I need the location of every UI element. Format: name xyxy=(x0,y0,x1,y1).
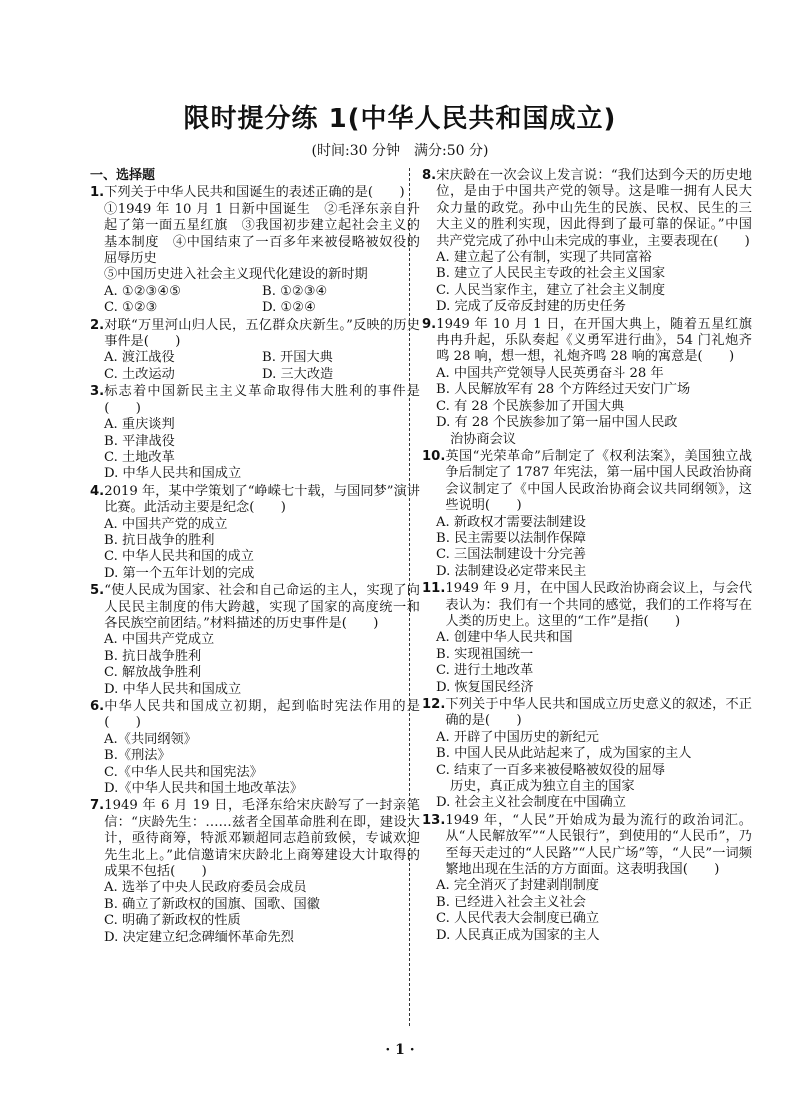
question-3 xyxy=(90,384,420,482)
option-b: B.《刑法》 xyxy=(104,748,171,764)
page-title: 限时提分练 1(中华人民共和国成立) xyxy=(183,104,617,134)
option-a: A. 开辟了中国历史的新纪元 xyxy=(436,729,599,745)
option-b: B. 民主需要以法制作保障 xyxy=(436,530,586,546)
option-c: C. ①②③ xyxy=(104,300,158,316)
question-statements: ①1949 年 10 月 1 日新中国诞生 ②毛泽东亲自升起了第一面五星红旗 ③我国初步建立起社会主义的基本制度 ④中国结束了一百多年来被侵略被奴役的屈辱历史 xyxy=(104,201,420,267)
option-a: A. 选举了中央人民政府委员会成员 xyxy=(104,880,307,896)
option-d: D. 人民真正成为国家的主人 xyxy=(436,927,600,943)
option-a: A. 新政权才需要法制建设 xyxy=(436,514,586,530)
question-number: 6. xyxy=(90,699,105,714)
option-c: C. 土地改革 xyxy=(104,449,175,465)
option-c-continued: 历史，真正成为独立自主的国家 xyxy=(450,779,635,795)
option-d: D. 中华人民共和国成立 xyxy=(104,466,242,482)
question-stem: 下列关于中华人民共和国诞生的表述正确的是( ) xyxy=(104,185,405,201)
question-10 xyxy=(422,449,752,580)
page-subtitle: (时间:30 分钟 满分:50 分) xyxy=(311,143,489,159)
option-b: B. 平津战役 xyxy=(104,433,175,449)
question-8 xyxy=(422,168,752,316)
option-d: D. 中华人民共和国成立 xyxy=(104,681,242,697)
option-a: A. 重庆谈判 xyxy=(104,417,175,433)
option-d: D. 恢复国民经济 xyxy=(436,679,534,695)
question-number: 2. xyxy=(90,317,105,333)
question-number: 13. xyxy=(422,812,446,828)
option-d: D. 第一个五年计划的完成 xyxy=(104,565,255,581)
option-d: D. 完成了反帝反封建的历史任务 xyxy=(436,299,626,315)
option-a: A. 中国共产党成立 xyxy=(104,632,215,648)
option-d: D. 决定建立纪念碑缅怀革命先烈 xyxy=(104,929,294,945)
option-a: A. 创建中华人民共和国 xyxy=(436,630,573,646)
question-6 xyxy=(90,699,420,797)
question-number: 1. xyxy=(90,185,105,201)
question-stem: 1949 年，“人民”开始成为最为流行的政治词汇。从“人民解放军”“人民银行”，到使用的“人民币”，乃至每天走过的“人民路”“人民广场”等，“人民”一词频繁地出现在生活的方方面面。这表明我国( ) xyxy=(445,812,752,878)
page-number: · 1 · xyxy=(385,1042,415,1058)
option-a: A. ①②③④⑤ xyxy=(104,283,182,299)
column-divider xyxy=(409,168,410,1026)
option-b: B. 确立了新政权的国旗、国歌、国徽 xyxy=(104,896,320,912)
option-c: C. 三国法制建设十分完善 xyxy=(436,547,586,563)
option-b: B. 建立了人民民主专政的社会主义国家 xyxy=(436,266,666,282)
question-stem: 标志着中国新民主主义革命取得伟大胜利的事件是( ) xyxy=(104,384,420,416)
option-b: B. 实现祖国统一 xyxy=(436,646,534,662)
question-4 xyxy=(90,484,420,582)
option-b: B. 中国人民从此站起来了，成为国家的主人 xyxy=(436,746,692,762)
option-d-continued: 治协商会议 xyxy=(450,431,516,447)
option-d: D. 三大改造 xyxy=(262,366,334,382)
section-heading: 一、选择题 xyxy=(90,168,156,183)
option-c: C. 中华人民共和国的成立 xyxy=(104,549,254,565)
question-number: 3. xyxy=(90,384,105,400)
option-d: D.《中华人民共和国土地改革法》 xyxy=(104,781,303,797)
option-b: B. 已经进入社会主义社会 xyxy=(436,894,586,910)
option-b: B. 抗日战争胜利 xyxy=(104,648,202,664)
option-b: B. 人民解放军有 28 个方阵经过天安门广场 xyxy=(436,382,691,398)
question-7 xyxy=(90,798,420,946)
question-1 xyxy=(90,185,420,316)
question-stem: 1949 年 6 月 19 日，毛泽东给宋庆龄写了一封亲笔信：“庆龄先生：……兹者全国革命胜利在即，建设大计，亟待商筹，特派邓颖超同志趋前致候，专诚欢迎先生北上。”此信邀请宋庆龄北上商筹建设大计取得的成果不包括( ) xyxy=(104,798,420,880)
option-c: C. 结束了一百多来被侵略被奴役的屈辱 xyxy=(436,762,666,778)
question-13 xyxy=(422,813,752,944)
question-12 xyxy=(422,697,752,812)
question-stem: “使人民成为国家、社会和自己命运的主人，实现了向人民民主制度的伟大跨越，实现了国家的高度统一和各民族空前团结。”材料描述的历史事件是( ) xyxy=(104,583,420,631)
option-c: C. 土改运动 xyxy=(104,366,175,382)
question-5 xyxy=(90,583,420,698)
question-number: 7. xyxy=(90,798,105,814)
option-b: B. ①②③④ xyxy=(262,283,328,299)
question-stem: 2019 年，某中学策划了“峥嵘七十载，与国同梦”演讲比赛。此活动主要是纪念( ) xyxy=(104,483,420,516)
option-a: A. 完全消灭了封建剥削制度 xyxy=(436,878,599,894)
option-c: C. 有 28 个民族参加了开国大典 xyxy=(436,398,625,414)
question-number: 4. xyxy=(90,483,105,499)
option-b: B. 抗日战争的胜利 xyxy=(104,532,215,548)
question-stem: 1949 年 10 月 1 日，在开国大典上，随着五星红旗冉冉升起，乐队奏起《义勇军进行曲》，54 门礼炮齐鸣 28 响，想一想，礼炮齐鸣 28 响的寓意是( ) xyxy=(436,316,752,365)
question-number: 12. xyxy=(422,697,446,712)
option-a: A. 渡江战役 xyxy=(104,350,175,366)
option-c: C. 解放战争胜利 xyxy=(104,665,202,681)
left-column xyxy=(90,168,420,947)
question-statements: ⑤中国历史进入社会主义现代化建设的新时期 xyxy=(104,267,368,283)
option-c: C.《中华人民共和国宪法》 xyxy=(104,764,263,780)
right-column xyxy=(422,168,752,945)
question-number: 10. xyxy=(422,448,446,464)
option-d: D. ①②④ xyxy=(262,300,316,316)
question-11 xyxy=(422,581,752,696)
question-number: 11. xyxy=(422,581,446,597)
question-number: 5. xyxy=(90,583,105,599)
option-c: C. 人民代表大会制度已确立 xyxy=(436,911,600,927)
question-number: 9. xyxy=(422,316,437,332)
question-stem: 英国“光荣革命”后制定了《权利法案》，美国独立战争后制定了 1787 年宪法，第一届中国人民政治协商会议制定了《中国人民政治协商会议共同纲领》，这些说明( ) xyxy=(445,448,752,514)
question-stem: 宋庆龄在一次会议上发言说：“我们达到今天的历史地位，是由于中国共产党的领导。这是唯一拥有人民大众力量的政党。孙中山先生的民族、民权、民生的三大主义的胜利实现，因此得到了最可靠的保证。”中国共产党完成了孙中山未完成的事业，主要表现在( ) xyxy=(436,168,752,249)
option-a: A. 建立起了公有制，实现了共同富裕 xyxy=(436,250,652,266)
question-stem: 1949 年 9 月，在中国人民政治协商会议上，与会代表认为：我们有一个共同的感觉，我们的工作将写在人类的历史上。这里的“工作”是指( ) xyxy=(445,581,752,629)
option-a: A. 中国共产党的成立 xyxy=(104,516,228,532)
option-c: C. 明确了新政权的性质 xyxy=(104,913,241,929)
option-c: C. 人民当家作主，建立了社会主义制度 xyxy=(436,282,666,298)
option-d: D. 有 28 个民族参加了第一届中国人民政 xyxy=(436,415,678,431)
question-2 xyxy=(90,318,420,384)
question-stem: 下列关于中华人民共和国成立历史意义的叙述，不正确的是( ) xyxy=(445,697,752,729)
option-a: A. 中国共产党领导人民英勇奋斗 28 年 xyxy=(436,365,664,381)
question-stem: 中华人民共和国成立初期，起到临时宪法作用的是( ) xyxy=(104,699,420,731)
question-9 xyxy=(422,317,752,448)
option-b: B. 开国大典 xyxy=(262,350,333,366)
option-a: A.《共同纲领》 xyxy=(104,731,197,747)
question-number: 8. xyxy=(422,168,437,183)
question-stem: 对联“万里河山归人民，五亿群众庆新生。”反映的历史事件是( ) xyxy=(104,317,420,350)
option-d: D. 法制建设必定带来民主 xyxy=(436,563,587,579)
option-d: D. 社会主义社会制度在中国确立 xyxy=(436,795,626,811)
option-c: C. 进行土地改革 xyxy=(436,663,534,679)
